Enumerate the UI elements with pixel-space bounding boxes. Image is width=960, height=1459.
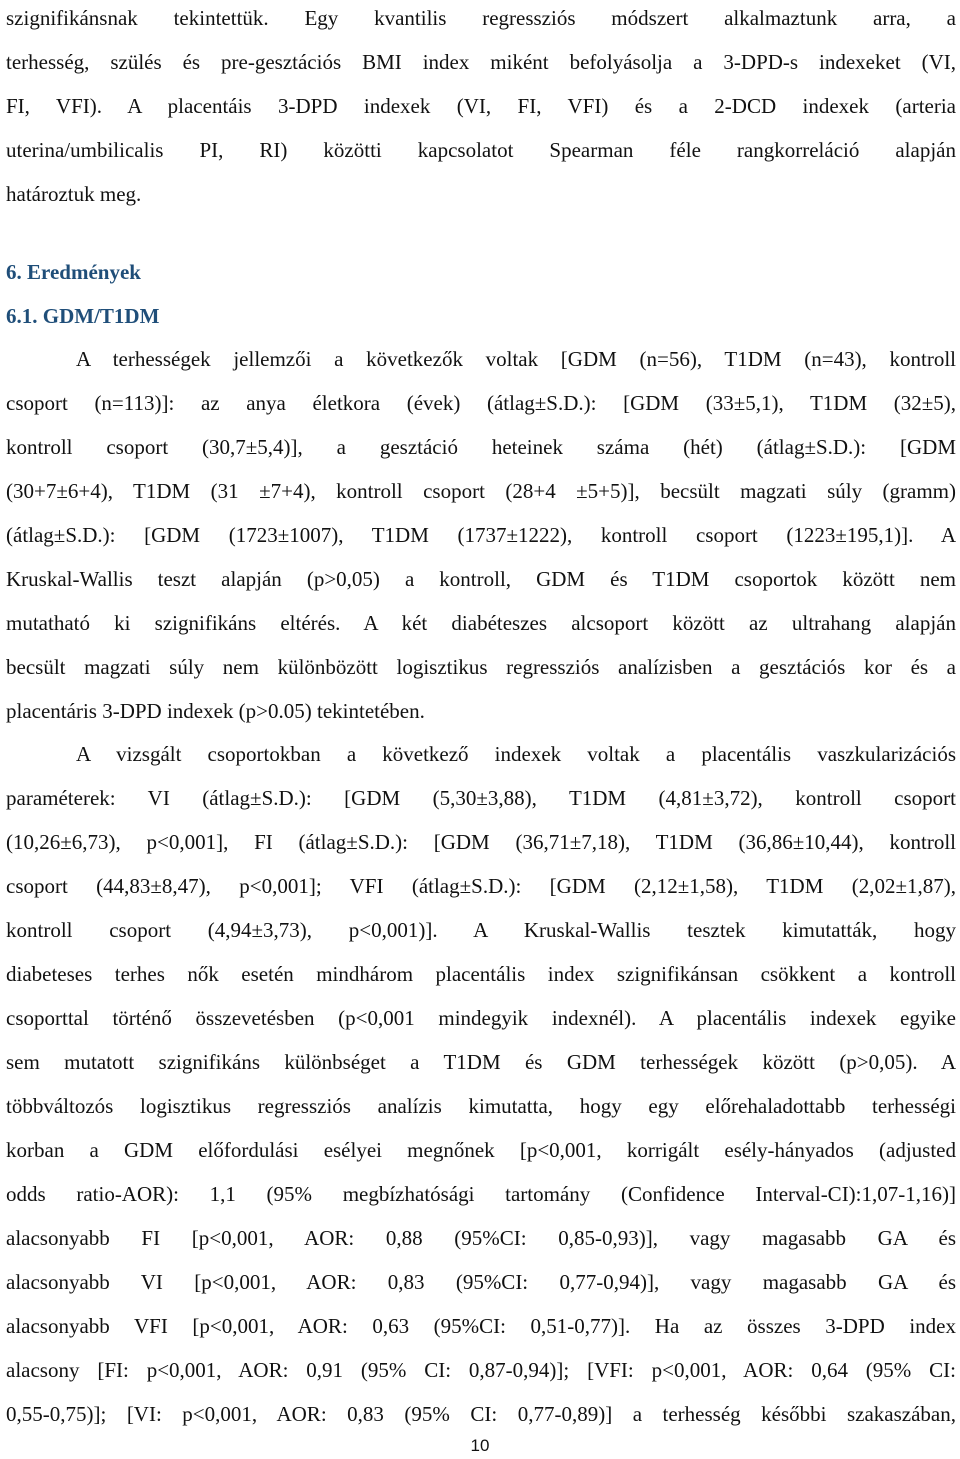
text-line: (30+7±6+4), T1DM (31 ±7+4), kontroll csoport (28+4 ±5+5)], becsült magzati súly (gramm) bbox=[6, 479, 956, 503]
text-line: alacsony [FI: p<0,001, AOR: 0,91 (95% CI: 0,87-0,94)]; [VFI: p<0,001, AOR: 0,64 (95% CI: bbox=[6, 1358, 956, 1382]
text-line: terhesség, szülés és pre-gesztációs BMI index miként befolyásolja a 3-DPD-s indexeket (VI, bbox=[6, 50, 956, 74]
text-line: A vizsgált csoportokban a következő indexek voltak a placentális vaszkularizációs bbox=[76, 742, 956, 766]
text-line: csoport (44,83±8,47), p<0,001]; VFI (átlag±S.D.): [GDM (2,12±1,58), T1DM (2,02±1,87), bbox=[6, 874, 956, 898]
text-line: alacsonyabb VFI [p<0,001, AOR: 0,63 (95%CI: 0,51-0,77)]. Ha az összes 3-DPD index bbox=[6, 1314, 956, 1338]
text-line: sem mutatott szignifikáns különbséget a T1DM és GDM terhességek között (p>0,05). A bbox=[6, 1050, 956, 1074]
text-line: csoport (n=113)]: az anya életkora (évek) (átlag±S.D.): [GDM (33±5,1), T1DM (32±5), bbox=[6, 391, 956, 415]
text-line: 0,55-0,75)]; [VI: p<0,001, AOR: 0,83 (95% CI: 0,77-0,89)] a terhesség későbbi szakaszában, bbox=[6, 1402, 956, 1426]
subsection-heading: 6.1. GDM/T1DM bbox=[6, 304, 160, 328]
text-line: paraméterek: VI (átlag±S.D.): [GDM (5,30±3,88), T1DM (4,81±3,72), kontroll csoport bbox=[6, 786, 956, 810]
text-line: határoztuk meg. bbox=[6, 182, 142, 206]
text-line: kontroll csoport (4,94±3,73), p<0,001)]. A Kruskal-Wallis tesztek kimutatták, hogy bbox=[6, 918, 956, 942]
text-line: mutatható ki szignifikáns eltérés. A két diabéteszes alcsoport között az ultrahang alapján bbox=[6, 611, 956, 635]
text-line: Kruskal-Wallis teszt alapján (p>0,05) a kontroll, GDM és T1DM csoportok között nem bbox=[6, 567, 956, 591]
text-line: szignifikánsnak tekintettük. Egy kvantilis regressziós módszert alkalmaztunk arra, a bbox=[6, 6, 956, 30]
text-line: alacsonyabb VI [p<0,001, AOR: 0,83 (95%CI: 0,77-0,94)], vagy magasabb GA és bbox=[6, 1270, 956, 1294]
text-line: kontroll csoport (30,7±5,4)], a gesztáció heteinek száma (hét) (átlag±S.D.): [GDM bbox=[6, 435, 956, 459]
text-line: (átlag±S.D.): [GDM (1723±1007), T1DM (1737±1222), kontroll csoport (1223±195,1)]. A bbox=[6, 523, 956, 547]
text-line: uterina/umbilicalis PI, RI) közötti kapcsolatot Spearman féle rangkorreláció alapján bbox=[6, 138, 956, 162]
section-heading: 6. Eredmények bbox=[6, 260, 141, 284]
text-line: (10,26±6,73), p<0,001], FI (átlag±S.D.): [GDM (36,71±7,18), T1DM (36,86±10,44), kontroll bbox=[6, 830, 956, 854]
text-line: becsült magzati súly nem különbözött logisztikus regressziós analízisben a gesztációs kor és a bbox=[6, 655, 956, 679]
text-line: csoporttal történő összevetésben (p<0,001 mindegyik indexnél). A placentális indexek egyike bbox=[6, 1006, 956, 1030]
text-line: odds ratio-AOR): 1,1 (95% megbízhatósági tartomány (Confidence Interval-CI):1,07-1,16)] bbox=[6, 1182, 956, 1206]
text-line: A terhességek jellemzői a következők voltak [GDM (n=56), T1DM (n=43), kontroll bbox=[76, 347, 956, 371]
text-line: többváltozós logisztikus regressziós analízis kimutatta, hogy egy előrehaladottabb terhességi bbox=[6, 1094, 956, 1118]
text-line: placentáris 3-DPD indexek (p>0.05) tekintetében. bbox=[6, 699, 425, 723]
text-line: diabeteses terhes nők esetén mindhárom placentális index szignifikánsan csökkent a kontroll bbox=[6, 962, 956, 986]
page-number: 10 bbox=[470, 1436, 490, 1455]
text-line: FI, VFI). A placentáis 3-DPD indexek (VI, FI, VFI) és a 2-DCD indexek (arteria bbox=[6, 94, 956, 118]
text-line: alacsonyabb FI [p<0,001, AOR: 0,88 (95%CI: 0,85-0,93)], vagy magasabb GA és bbox=[6, 1226, 956, 1250]
text-line: korban a GDM előfordulási esélyei megnőnek [p<0,001, korrigált esély-hányados (adjusted bbox=[6, 1138, 956, 1162]
